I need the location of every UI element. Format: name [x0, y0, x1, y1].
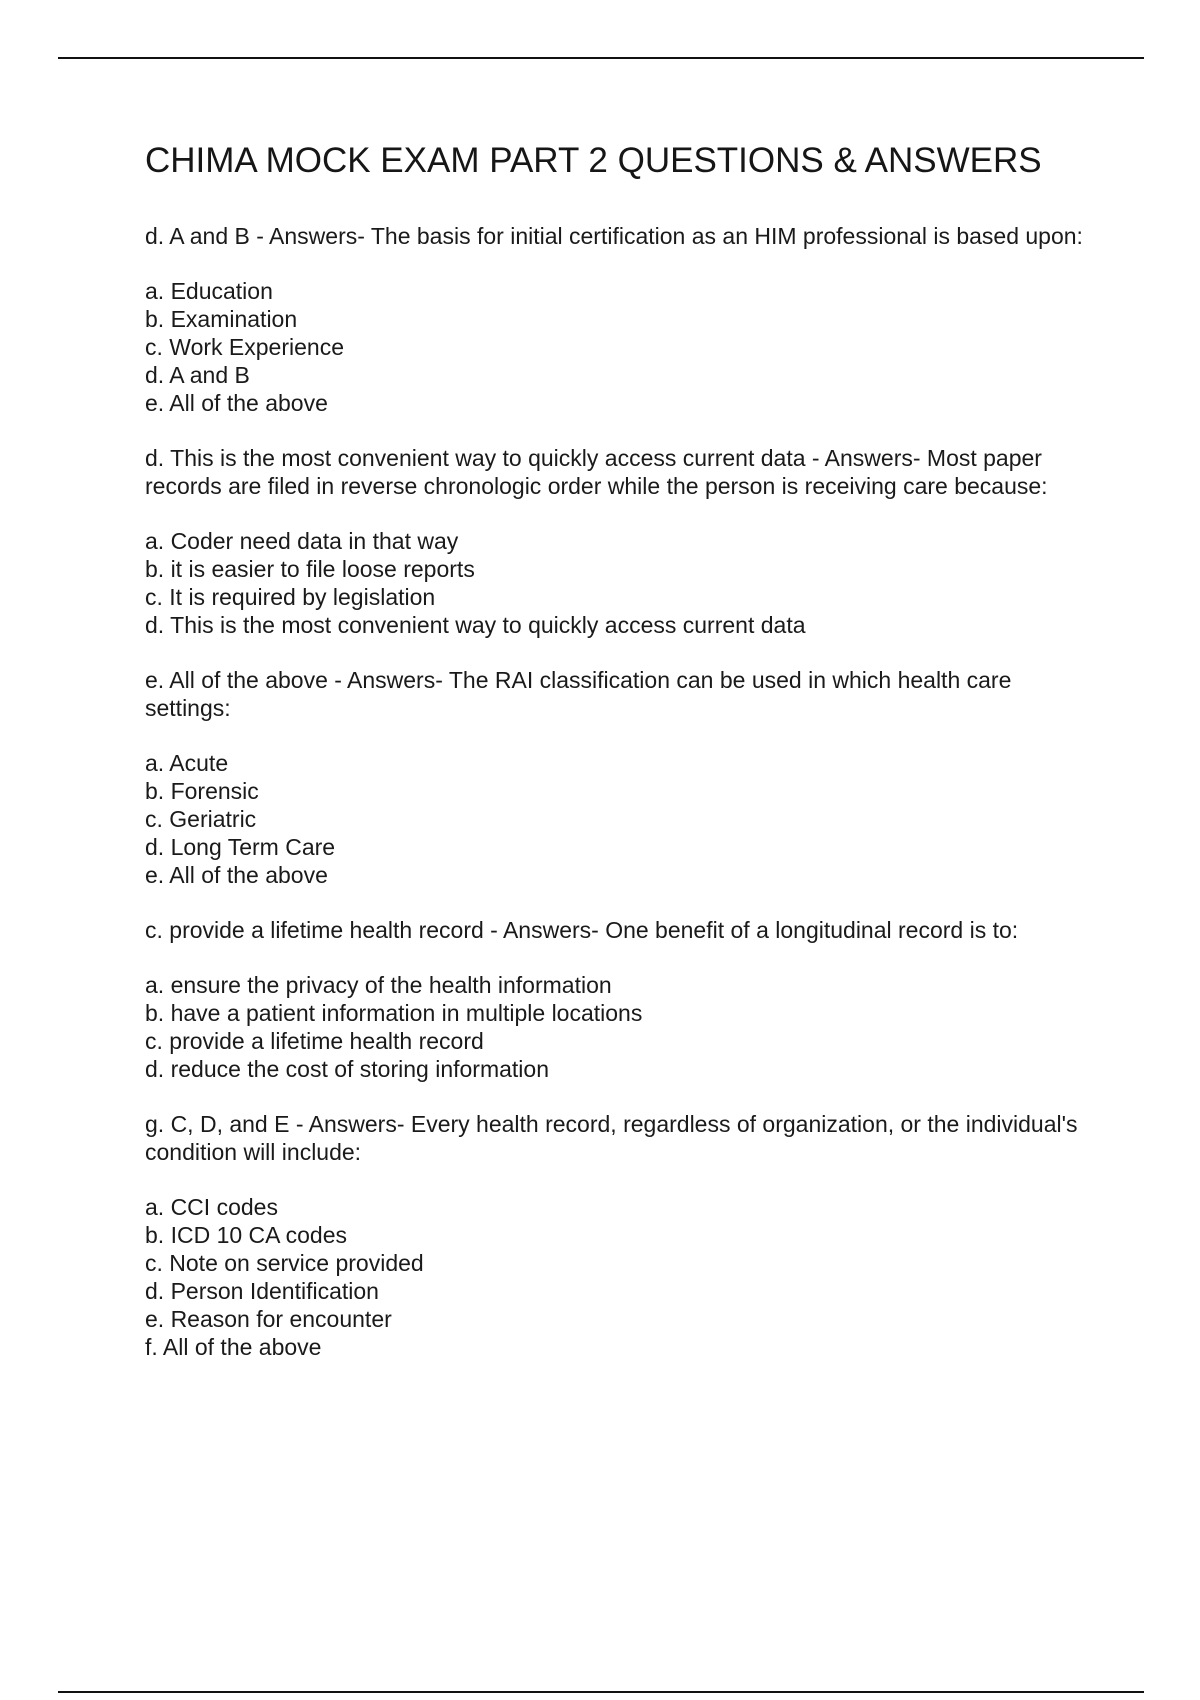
answer-option: e. All of the above	[145, 390, 328, 416]
answer-option: d. Long Term Care	[145, 834, 336, 860]
answer-option: d. A and B	[145, 362, 250, 388]
qa-block-3	[145, 666, 1090, 889]
document-body	[145, 140, 1090, 1388]
answer-option: d. reduce the cost of storing information	[145, 1056, 549, 1082]
answer-option: d. This is the most convenient way to quickly access current data	[145, 612, 806, 638]
answer-option: c. Geriatric	[145, 806, 257, 832]
answer-options	[145, 971, 1090, 1083]
question-text: d. This is the most convenient way to quickly access current data - Answers- Most paper records are filed in reverse chronologic order while the person is receiving care because:	[145, 445, 1048, 499]
question-text: c. provide a lifetime health record - Answers- One benefit of a longitudinal record is to:	[145, 917, 1019, 943]
answer-option: e. All of the above	[145, 862, 328, 888]
document-title: CHIMA MOCK EXAM PART 2 QUESTIONS & ANSWERS	[145, 141, 1042, 180]
header-rule	[58, 57, 1144, 59]
answer-option: c. It is required by legislation	[145, 584, 436, 610]
answer-option: c. Note on service provided	[145, 1250, 424, 1276]
answer-option: b. it is easier to file loose reports	[145, 556, 475, 582]
question-text: e. All of the above - Answers- The RAI classification can be used in which health care settings:	[145, 667, 1012, 721]
answer-option: b. have a patient information in multiple locations	[145, 1000, 643, 1026]
answer-option: c. Work Experience	[145, 334, 344, 360]
answer-option: c. provide a lifetime health record	[145, 1028, 484, 1054]
answer-option: b. ICD 10 CA codes	[145, 1222, 347, 1248]
answer-options	[145, 749, 1090, 889]
answer-option: b. Forensic	[145, 778, 259, 804]
answer-option: a. ensure the privacy of the health information	[145, 972, 612, 998]
answer-option: d. Person Identification	[145, 1278, 379, 1304]
answer-options	[145, 527, 1090, 639]
answer-options	[145, 1193, 1090, 1361]
answer-options	[145, 277, 1090, 417]
answer-option: a. Education	[145, 278, 273, 304]
answer-option: e. Reason for encounter	[145, 1306, 392, 1332]
answer-option: a. Coder need data in that way	[145, 528, 459, 554]
qa-block-2	[145, 444, 1090, 639]
question-text: g. C, D, and E - Answers- Every health record, regardless of organization, or the individual's condition will include:	[145, 1111, 1078, 1165]
answer-option: b. Examination	[145, 306, 298, 332]
qa-block-5	[145, 1110, 1090, 1361]
answer-option: f. All of the above	[145, 1334, 322, 1360]
answer-option: a. CCI codes	[145, 1194, 278, 1220]
question-text: d. A and B - Answers- The basis for initial certification as an HIM professional is based upon:	[145, 223, 1083, 249]
answer-option: a. Acute	[145, 750, 229, 776]
qa-block-4	[145, 916, 1090, 1083]
qa-block-1	[145, 222, 1090, 417]
footer-rule	[58, 1691, 1144, 1693]
